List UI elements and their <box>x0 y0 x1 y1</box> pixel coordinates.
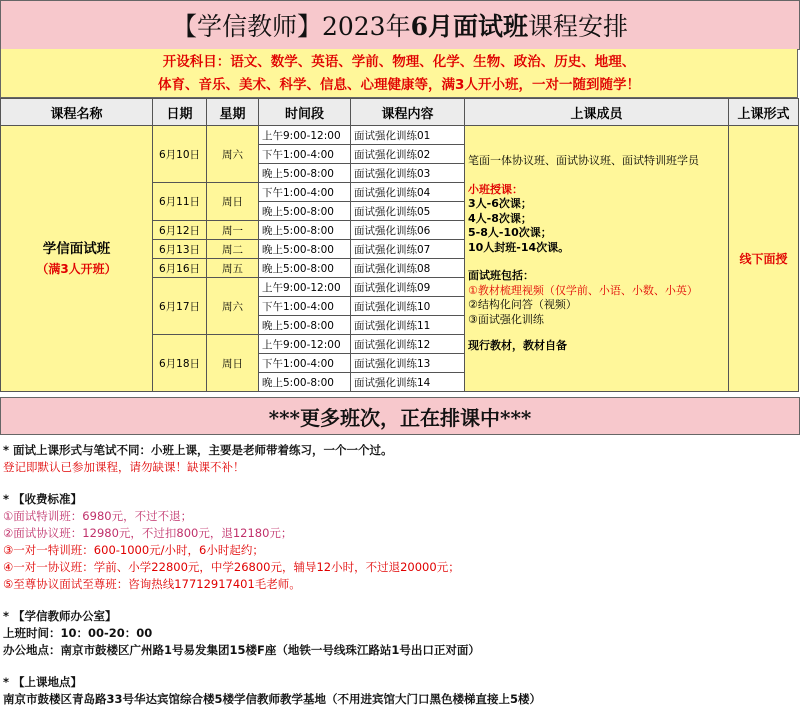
fee-item: ①面试特训班：6980元，不过不退； <box>3 509 193 523</box>
form-cell: 线下面授 <box>729 126 799 392</box>
content-cell: 面试强化训练06 <box>351 221 465 240</box>
office-hours: 上班时间：10：00-20：00 <box>3 626 153 640</box>
package-title: 面试班包括： <box>468 269 534 282</box>
title-suffix: 课程安排 <box>528 12 629 41</box>
time-cell: 晚上5:00-8:00 <box>259 259 351 278</box>
class-name-cell <box>1 126 153 392</box>
venue-title: * 【上课地点】 <box>3 675 83 689</box>
subjects-line-2: 体育、音乐、美术、科学、信息、心理健康等，满3人开小班，一对一随到随学！ <box>158 77 640 93</box>
small-class-line: 10人封班-14次课。 <box>468 240 570 254</box>
subjects-banner <box>0 49 798 98</box>
note-format: * 面试上课形式与笔试不同：小班上课，主要是老师带着练习，一个一个过。 <box>3 443 393 457</box>
content-cell: 面试强化训练11 <box>351 316 465 335</box>
fee-item: ④一对一协议班：学前、小学22800元，中学26800元，辅导12小时，不过退20000元； <box>3 560 460 574</box>
title-bold: 6月面试班 <box>410 12 528 41</box>
date-cell: 6月10日 <box>153 126 207 183</box>
time-cell: 下午1:00-4:00 <box>259 354 351 373</box>
time-cell: 晚上5:00-8:00 <box>259 221 351 240</box>
package-item: ①教材梳理视频（仅学前、小语、小数、小英） <box>468 283 698 297</box>
time-cell: 晚上5:00-8:00 <box>259 373 351 392</box>
weekday-cell: 周六 <box>207 278 259 335</box>
content-cell: 面试强化训练01 <box>351 126 465 145</box>
weekday-cell: 周五 <box>207 259 259 278</box>
office-title: * 【学信教师办公室】 <box>3 609 117 623</box>
header-date: 日期 <box>153 99 207 126</box>
content-cell: 面试强化训练10 <box>351 297 465 316</box>
time-cell: 下午1:00-4:00 <box>259 183 351 202</box>
fee-item: ⑤至尊协议面试至尊班：咨询热线17712917401毛老师。 <box>3 577 301 591</box>
time-cell: 上午9:00-12:00 <box>259 126 351 145</box>
title-prefix: 【学信教师】2023年 <box>171 12 411 41</box>
members-cell <box>465 126 729 392</box>
header-weekday: 星期 <box>207 99 259 126</box>
small-class-title: 小班授课： <box>468 182 523 196</box>
header-course: 课程名称 <box>1 99 153 126</box>
more-classes-banner: ***更多班次，正在排课中*** <box>0 397 800 435</box>
fee-title: * 【收费标准】 <box>3 492 83 506</box>
time-cell: 下午1:00-4:00 <box>259 297 351 316</box>
content-cell: 面试强化训练02 <box>351 145 465 164</box>
content-cell: 面试强化训练14 <box>351 373 465 392</box>
time-cell: 下午1:00-4:00 <box>259 145 351 164</box>
class-note: （满3人开班） <box>36 261 117 276</box>
weekday-cell: 周一 <box>207 221 259 240</box>
content-cell: 面试强化训练09 <box>351 278 465 297</box>
small-class-line: 4人-8次课； <box>468 211 532 225</box>
content-cell: 面试强化训练12 <box>351 335 465 354</box>
office-address: 办公地点：南京市鼓楼区广州路1号易发集团15楼F座（地铁一号线珠江路站1号出口正对面） <box>3 643 480 657</box>
header-form: 上课形式 <box>729 99 799 126</box>
content-cell: 面试强化训练04 <box>351 183 465 202</box>
header-content: 课程内容 <box>351 99 465 126</box>
content-cell: 面试强化训练05 <box>351 202 465 221</box>
package-item: ③面试强化训练 <box>468 312 544 326</box>
small-class-line: 5-8人-10次课； <box>468 226 552 239</box>
content-cell: 面试强化训练13 <box>351 354 465 373</box>
weekday-cell: 周六 <box>207 126 259 183</box>
class-name: 学信面试班 <box>42 240 111 257</box>
time-cell: 晚上5:00-8:00 <box>259 202 351 221</box>
date-cell: 6月12日 <box>153 221 207 240</box>
fee-item: ③一对一特训班：600-1000元/小时，6小时起约； <box>3 543 264 557</box>
content-cell: 面试强化训练08 <box>351 259 465 278</box>
content-cell: 面试强化训练03 <box>351 164 465 183</box>
table-header-row <box>1 99 799 126</box>
date-cell: 6月11日 <box>153 183 207 221</box>
content-cell: 面试强化训练07 <box>351 240 465 259</box>
weekday-cell: 周二 <box>207 240 259 259</box>
weekday-cell: 周日 <box>207 183 259 221</box>
header-members: 上课成员 <box>465 99 729 126</box>
small-class-line: 3人-6次课； <box>468 197 532 210</box>
members-intro: 笔面一体协议班、面试协议班、面试特训班学员 <box>468 154 699 167</box>
package-item: ②结构化问答（视频） <box>468 298 577 311</box>
subjects-line-1: 开设科目：语文、数学、英语、学前、物理、化学、生物、政治、历史、地理、 <box>162 54 636 70</box>
time-cell: 上午9:00-12:00 <box>259 278 351 297</box>
page-title <box>0 0 800 50</box>
date-cell: 6月13日 <box>153 240 207 259</box>
venue-address: 南京市鼓楼区青岛路33号华达宾馆综合楼5楼学信教师教学基地（不用进宾馆大门口黑色楼梯直接上5楼） <box>3 692 542 706</box>
table-row <box>1 126 799 145</box>
time-cell: 晚上5:00-8:00 <box>259 164 351 183</box>
notes-section <box>3 442 798 708</box>
weekday-cell: 周日 <box>207 335 259 392</box>
date-cell: 6月16日 <box>153 259 207 278</box>
time-cell: 晚上5:00-8:00 <box>259 316 351 335</box>
time-cell: 上午9:00-12:00 <box>259 335 351 354</box>
fee-item: ②面试协议班：12980元，不过扣800元，退12180元； <box>3 526 293 540</box>
header-time: 时间段 <box>259 99 351 126</box>
date-cell: 6月18日 <box>153 335 207 392</box>
schedule-table <box>0 98 799 392</box>
materials-note: 现行教材，教材自备 <box>468 339 567 352</box>
note-attendance: 登记即默认已参加课程，请勿缺课！缺课不补！ <box>3 460 245 474</box>
time-cell: 晚上5:00-8:00 <box>259 240 351 259</box>
date-cell: 6月17日 <box>153 278 207 335</box>
